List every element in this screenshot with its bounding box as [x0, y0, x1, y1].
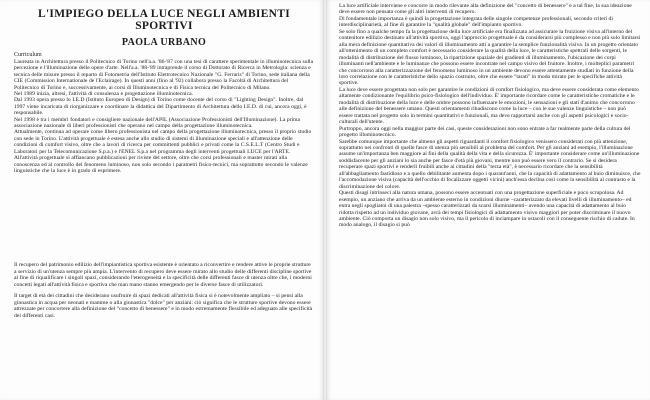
bio-paragraph: Nel 1989 inizia, altresì, l'attività di consulenza e progettazione illuminotecnica.	[14, 91, 193, 98]
left-page	[0, 0, 323, 400]
body-paragraph: Sarebbe comunque importante che almeno gli aspetti riguardanti il comfort fisiologico venissero considerati con più attenzione, soprattutto nei confronti di quelle fasce di utenza più sensibili al problema del comfort. Per gli anziani ad esempio, l'illuminazione assume un'importanza ben maggiore ai fini della qualità della vita e della sicurezza. È' importante considerare come un'illuminazione soddisfacente per gli anziani lo sia anche per fasce d'età più giovani, mentre non può essere vero il contrario. Se si desidera recuperare spazi sportivi e renderli fruibili anche ai cittadini della "terza età", è necessario ricordare che la sensibilità all'abbagliamento fastidioso e a quello debilitante aumenta dopo i quarant'anni, che la capacità di adattamento al buio diminuisce, che l'accomodazione visiva (capacità dell'occhio di focalizzare oggetti vicini) anch'essa declina così come la sensibilità al contrasto e la discriminazione del colore.	[339, 138, 641, 190]
body-paragraph: La luce deve essere progettata non solo per garantire le condizioni di comfort fisiologico, ma deve essere considerata come elemento altamente condizionante l'equilibrio psico-fisiologico dell'individuo. È' importante ricordare come le caratteristiche cromatiche e le modalità di distribuzione della luce e delle ombre possono influenzare le emozioni, le sensazioni e gli stati d'animo che concorrono alle definizione del benessere umano. Questi orientamenti ribadiscono come la luce – con le sue valenze linguistiche – non può essere trattata nel progetto solo in termini quantitativi e funzionali, ma deve rapportarsi anche con gli aspetti psicologici e socio-culturali dell'utente.	[339, 86, 639, 126]
author-name: PAOLA URBANO	[121, 37, 207, 48]
body-paragraph: La luce artificiale interviene e concorre in modo rilevante alla definizione del "concetto di benessere" e a tal fine, la sua ideazione deve essere non pensata come gli altri interventi di recupero.	[339, 3, 632, 16]
right-page	[327, 0, 650, 400]
curriculum-label: Curriculum	[14, 52, 42, 58]
body-paragraph: Se solo fino a qualche tempo fa la progettazione della luce artificiale era finalizzata ad assicurare la fruizione visiva all'interno del contenitore edilizio destinato all'attività sportiva, oggi l'approccio progettuale è da considerarsi più complesso e non più solo limitarsi alla mera definizione quantitativa dei valori di illuminamento atti a garantire la semplice funzionalità visiva. In un progetto orientato all'ottenimento di un completo comfort è necessario considerare la qualità della luce, le caratteristiche spettrali delle sorgenti, le modalità di distribuzione del flusso luminoso, la ripartizione spaziale dei gradienti di illuminamento, l'ubicazione dei corpi illuminanti nell'ambiente e le luminanze che possono essere incontrate nel campo visivo del fruitore. Inoltre, i molteplici parametri che concorrono alla caratterizzazione del fenomeno luminoso in un ambiente devono essere attentamente studiati in funzione della loro correlazione con le caratteristiche dello spazio costruito, oltre che essere "tarati" in modo mirato per le specifiche attività sportive.	[339, 28, 641, 87]
bio-paragraph: Attualmente, continua ad operare come libero professionista nel campo della progettazione illuminotecnica, presso il proprio studio con sede in Torino. L'attività progettuale è estesa anche allo studio di sistemi di illuminazione speciali e all'attenzione delle condizioni di comfort visivo, oltre che a lavori di ricerca per committenti pubblici e privati come la C.S.E.L.T (Centro Studi e Laboratori per la Telecomunicazione S.p.a.) e l'ENEL S.p.a nel programma degli interventi progettuali LUCE per l'ARTE.	[14, 129, 312, 155]
bio-paragraph: Nel 1998 è tra i membri fondatori e consigliere nazionale dell'APIL (Associazione Professionisti dell'Illuminazione). La prima associazione nazionale di liberi professionisti che operano nel campo della progettazione illuminotecnica.	[14, 116, 300, 130]
body-paragraph: Di fondamentale importanza è quindi la progettazione integrata delle singole competenze professionali, secondo criteri di interdisciplinarietà, al fine di garantire la "qualità globale" dell'impianto sportivo.	[339, 15, 613, 29]
left-page-body	[14, 262, 314, 324]
bio-paragraph: All'attività progettuale si affiancano pubblicazioni per riviste del settore, oltre che corsi professionali e master mirati alla conoscenza ed al controllo del fenomeno luminoso, non solo secondo i parametri fisico-tecnici, ma soprattutto secondo le valenze linguistiche che la luce è in grado di esprimere.	[14, 155, 308, 174]
body-paragraph: Il target di età dei cittadini che desiderano usufruire di spazi dedicati all'attività fisica si è notevolmente ampliato – si pensi alla ginnastica in acqua per neonati e mamme o alla ginnastica "dolce" per anziani: ciò significa che le strutture sportive devono essere attrezzate per concorrere alla definizione del "concetto di benessere" e in modo estremamente flessibile ed adeguato alle specificità dei differenti casi.	[14, 293, 313, 319]
bio-paragraph: Laureata in Architettura presso il Politecnico di Torino nell'a.a. '86-'87 con una tesi di carattere sperimentale in illuminotecnica sulla percezione e l'illuminazione delle opere d'arte. Nell'a.a. '88-'89 intraprende il corso di Dottorato di Ricerca in Metrologia: scienza e tecnica delle misure presso il reparto di Fotometria dell'Istituto Elettrotecnico Nazionale "G. Ferraris" di Torino, sede italiana della CIE (Commission Internationale de l'Eclairage). In questi anni (fino al '92) collabora presso la Facoltà di Architettura del Politecnico di Torino e, successivamente, ai corsi di Illuminotecnica e di Fisica tecnica del Politecnico di Milano.	[14, 59, 314, 91]
document-title: L'IMPIEGO DELLA LUCE NEGLI AMBIENTI SPORTIVI	[37, 8, 291, 32]
bio-paragraph: Dal 1993 opera presso lo I.E.D (Istituto Europeo di Design) di Torino come docente del corso di "Lighting Design". Inoltre, dal 1997 viene incaricata di riorganizzare e coordinare la didattica del Dipartimento di Architettura dello I.E.D. di cui, ancora oggi, è responsabile.	[14, 97, 307, 117]
body-paragraph: Il recupero del patrimonio edilizio dell'impiantistica sportiva esistente è orientato a riconvertire e rendere attive le proprie strutture a servizio di un'utenza sempre più ampia. L'intervento di recupero deve essere mirato allo studio delle differenti discipline sportive al fine di riqualificare i singoli spazi, considerando l'eterogeneità e la specificità delle differenti fasce di utenza oltre che, i moderni concetti legati all'attività fisica e sportiva che man mano stanno emergendo per le diverse fasce di utilizzatori.	[14, 262, 312, 288]
curriculum-text	[14, 59, 314, 174]
left-page-header	[14, 8, 314, 174]
right-page-body	[339, 3, 641, 229]
body-paragraph: Questi disagi intrinseci alla natura umana, possono essere accentuati con una progettazione superficiale e poco scrupolosa. Ad esempio, un anziano che arriva da un ambiente esterno in condizioni diurne –caratterizzato da elevati livelli di illuminamento– ed entra negli spogliatoi di una palestra –spesso caratterizzati da scarsi illuminamenti– avendo una capacità di adattamento al buio ridotta rispetto ad un individuo giovane, avrà dei tempi fisiologici di adattamento visivo maggiori per poter discriminare il nuovo ambiente. Ciò comporta un disagio non solo visivo, ma il pericolo di inciampare in ostacoli con il conseguente rischio di cadute. In modo analogo, il disagio si può	[339, 190, 635, 229]
body-paragraph: Purtroppo, ancora oggi nella maggior parte dei casi, queste considerazioni non sono entrate a far realmente parte della cultura del progetto illuminotecnico.	[339, 125, 631, 139]
